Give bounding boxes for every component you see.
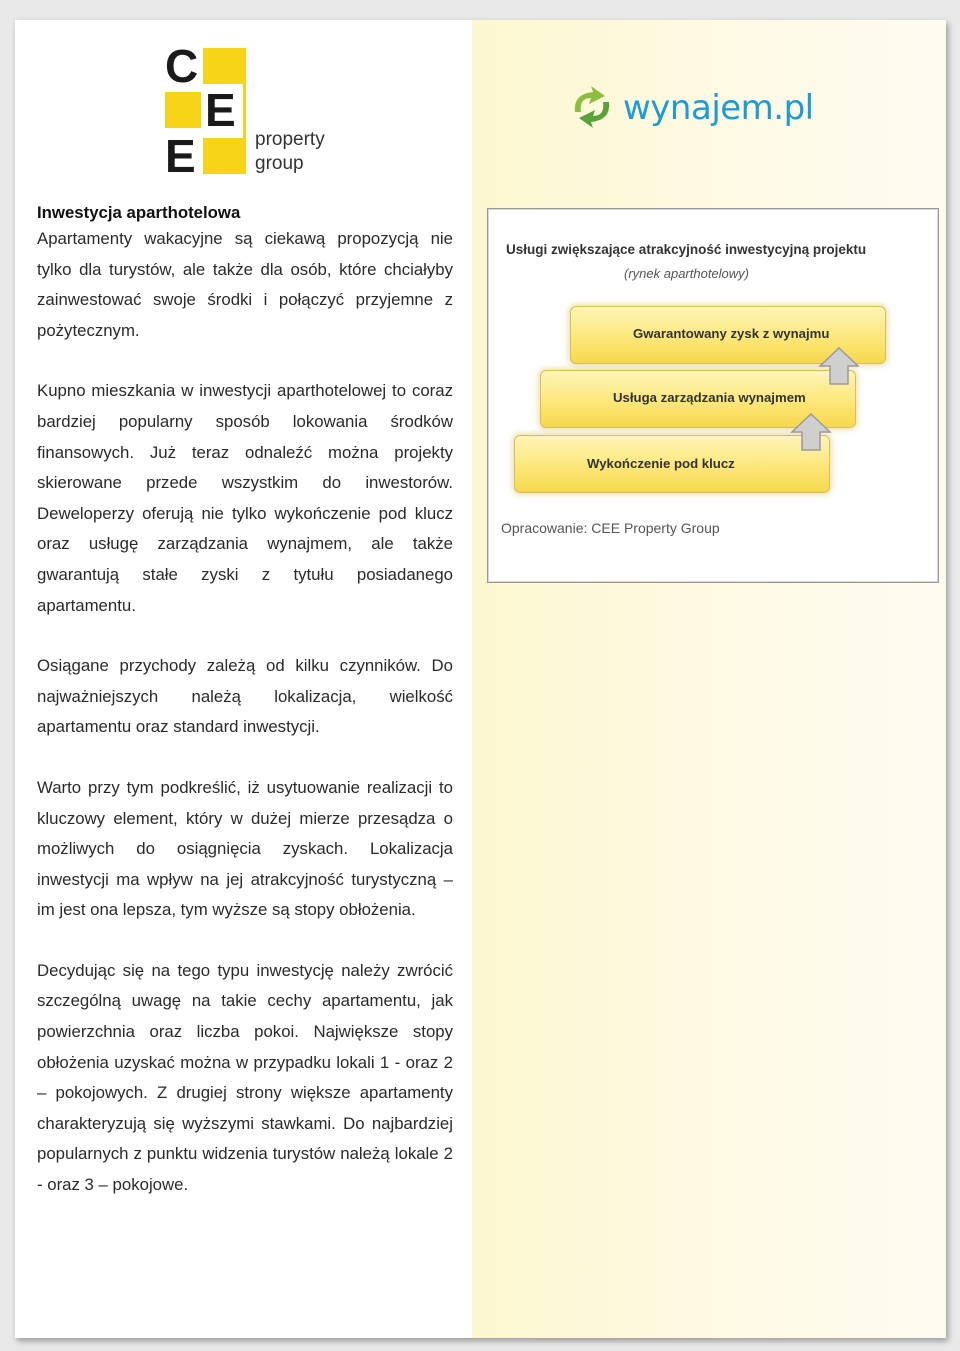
diagram-source: Opracowanie: CEE Property Group xyxy=(501,520,720,536)
paragraph-apartment-size: Decydując się na tego typu inwestycję należy zwrócić szczególną uwagę na takie cechy apartamentu, jak powierzchnia oraz liczba pokoi. Największe stopy obłożenia uzyskać można w przypadku lokali 1 - oraz 2 – pokojowych. Z drugiej strony większe apartamenty charakteryzują się wyższymi stawkami. Do najbardziej popularnych z punktu widzenia turystów należą lokale 2 - oraz 3 – pokojowe. xyxy=(37,960,453,1195)
logo-word-group: group xyxy=(255,153,304,174)
logo-letter: E xyxy=(165,130,196,182)
paragraph-location: Warto przy tym podkreślić, iż usytuowanie realizacji to kluczowy element, który w dużej mierze przesądza o możliwych do osiągnięcia zyskach. Lokalizacja inwestycji ma wpływ na jej atrakcyjność turystyczną – im jest ona lepsza, tym wyższe są stopy obłożenia. xyxy=(37,777,453,920)
paragraph-intro: Apartamenty wakacyjne są ciekawą propozycją nie tylko dla turystów, ale także dla osób, które chciałyby zainwestować swoje środki i połączyć przyjemne z pożytecznym. xyxy=(37,229,453,340)
services-diagram xyxy=(487,208,939,583)
up-arrow-icon xyxy=(790,412,832,452)
step-label: Wykończenie pod klucz xyxy=(587,456,735,471)
diagram-subtitle: (rynek aparthotelowy) xyxy=(624,266,749,281)
logo-yellow-block xyxy=(203,48,243,84)
logo-word-property: property xyxy=(255,129,325,150)
cee-property-group-logo xyxy=(165,40,365,196)
logo-yellow-block xyxy=(165,92,201,128)
step-label: Gwarantowany zysk z wynajmu xyxy=(633,326,830,341)
logo-divider-bar xyxy=(243,48,246,174)
recycle-arrows-icon xyxy=(567,82,617,132)
wynajem-logo xyxy=(567,80,827,140)
step-turnkey-finish xyxy=(514,435,830,493)
paragraph-revenue: Osiągane przychody zależą od kilku czynników. Do najważniejszych należą lokalizacja, wielkość apartamentu oraz standard inwestycji. xyxy=(37,656,453,737)
document-page xyxy=(15,20,946,1338)
article-column xyxy=(37,202,453,1201)
logo-yellow-block xyxy=(203,138,243,174)
article-heading: Inwestycja aparthotelowa xyxy=(37,203,241,222)
up-arrow-icon xyxy=(818,346,860,386)
wynajem-wordmark: wynajem.pl xyxy=(623,88,814,128)
diagram-title: Usługi zwiększające atrakcyjność inwestycyjną projektu xyxy=(506,242,867,257)
logo-letter: C xyxy=(165,40,199,92)
paragraph-investment: Kupno mieszkania w inwestycji aparthotelowej to coraz bardziej popularny sposób lokowania środków finansowych. Już teraz odnaleźć można projekty skierowane przede wszystkim do inwestorów. Deweloperzy oferują nie tylko wykończenie pod klucz oraz usługę zarządzania wynajmem, ale także gwarantują stałe zyski z tytułu posiadanego apartamentu. xyxy=(37,381,453,615)
logo-letter: E xyxy=(205,84,236,136)
step-label: Usługa zarządzania wynajmem xyxy=(613,390,806,405)
